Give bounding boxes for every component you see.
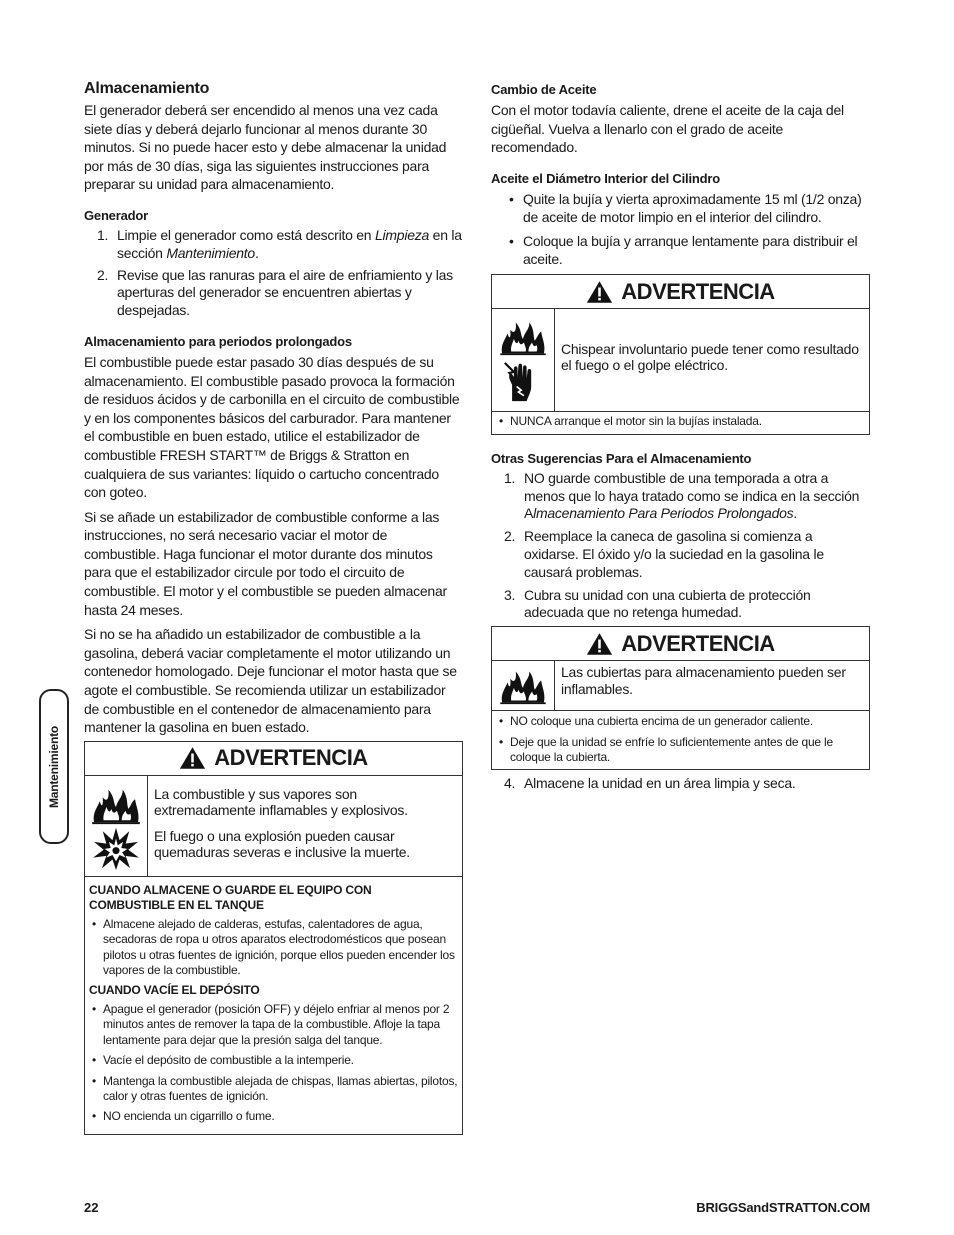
warning-instructions <box>492 412 869 433</box>
side-tab-label: Mantenimiento <box>47 725 62 808</box>
item-number: 1. <box>504 469 516 486</box>
item-text: Revise que las ranuras para el aire de enfriamiento y las aperturas del generador se encuentren abiertas y despejadas. <box>117 266 453 319</box>
electric-shock-icon <box>503 361 543 403</box>
instruction-item: • Vacíe el depósito de combustible a la intemperie. <box>89 1053 458 1068</box>
list-item <box>491 587 870 623</box>
warning-title: ADVERTENCIA <box>621 278 775 304</box>
body-paragraph: Si no se ha añadido un estabilizador de combustible a la gasolina, deberá vaciar completamente el motor utilizando un contenedor homologado. Deje funcionar el motor hasta que se agote el combustible. Se recomienda utilizar un estabilizador de combustible en el contenedor de almacenamiento para mantener la gasolina en buen estado. <box>84 626 457 736</box>
warning-triangle-icon <box>586 280 613 304</box>
list-item: • Coloque la bujía y arranque lentamente para distribuir el aceite. <box>491 232 870 269</box>
list-item <box>491 775 870 793</box>
item-number: 2. <box>97 266 109 283</box>
item-text: Reemplace la caneca de gasolina si comienza a oxidarse. El óxido y/o la suciedad en la gasolina le causará problemas. <box>524 528 824 580</box>
warning-body <box>85 776 462 877</box>
instruction-item: • NO coloque una cubierta encima de un generador caliente. <box>496 714 865 729</box>
list-item <box>84 227 463 263</box>
item-text: . <box>793 505 798 522</box>
body-paragraph: Si se añade un estabilizador de combustible conforme a las instrucciones, no será necesario vaciar el motor de combustible. Haga funcionar el motor durante dos minutos para que el estabilizador circule por todo el circuito de combustible. El motor y el combustible se pueden almacenar hasta 24 meses. <box>84 508 447 618</box>
warning-text-line: La combustible y sus vapores son extremadamente inflamables y explosivos. <box>154 785 408 819</box>
instruction-item: • Apague el generador (posición OFF) y déjelo enfriar al menos por 2 minutos antes de remover la tapa de la combustible. Afloje la tapa lentamente para dejar que la presión salga del tanque. <box>89 1002 458 1048</box>
instruction-item: • Almacene alejado de calderas, estufas, calentadores de agua, secadoras de ropa u otros aparatos electrodomésticos que posean pilotos u otras fuentes de ignición, porque ellos pueden encender los vapores de la combustible. <box>89 917 458 979</box>
warning-text-line: El fuego o una explosión pueden causar quemaduras severas e inclusive la muerte. <box>154 827 410 861</box>
page-number: 22 <box>84 1200 99 1215</box>
item-text: . <box>254 244 259 261</box>
fire-icon <box>498 317 548 357</box>
item-text-italic: Limpieza <box>374 226 430 243</box>
item-text: Almacene la unidad en un área limpia y seca. <box>524 775 796 792</box>
generador-heading: Generador <box>84 207 148 223</box>
instruction-item: • NUNCA arranque el motor sin la bujías instalada. <box>496 414 865 429</box>
cilindro-list <box>491 190 870 269</box>
warning-title: ADVERTENCIA <box>214 745 368 771</box>
cilindro-heading: Aceite el Diámetro Interior del Cilindro <box>491 170 720 186</box>
warning-instructions <box>492 711 869 769</box>
item-text: Cubra su unidad con una cubierta de protección adecuada que no retenga humedad. <box>524 586 811 621</box>
instruction-item: • Mantenga la combustible alejada de chispas, llamas abiertas, pilotos, calor y otras fuentes de ignición. <box>89 1074 458 1105</box>
warning-instructions <box>85 877 462 1134</box>
explosion-icon <box>92 826 140 870</box>
instruction-heading: CUANDO ALMACENE O GUARDE EL EQUIPO CON COMBUSTIBLE EN EL TANQUE <box>89 882 372 913</box>
warning-title: ADVERTENCIA <box>621 630 775 656</box>
warning-header <box>85 742 462 776</box>
warning-triangle-icon <box>586 632 613 656</box>
side-tab-mantenimiento <box>39 689 69 844</box>
instruction-list <box>89 917 458 979</box>
item-number: 2. <box>504 528 516 545</box>
cover-warning-box <box>491 626 870 770</box>
spark-warning-box <box>491 274 870 434</box>
warning-text <box>148 776 462 876</box>
otras-heading: Otras Sugerencias Para el Almacenamiento <box>491 450 752 466</box>
fuel-warning-box <box>84 741 463 1135</box>
warning-header <box>492 627 869 661</box>
item-number: 1. <box>97 226 109 243</box>
instruction-list <box>496 714 865 765</box>
final-list <box>491 775 870 793</box>
body-paragraph: El combustible puede estar pasado 30 días después de su almacenamiento. El combustible pasado provoca la formación de residuos ácidos y de carbonilla en el circuito de combustible y en los componentes básicos del carburador. Para mantener el combustible en buen estado, utilice el estabilizador de combustible FRESH START™ de Briggs & Stratton en cualquiera de sus variantes: líquido o cartucho concentrado con goteo. <box>84 353 460 501</box>
left-column <box>84 80 463 1135</box>
right-column <box>491 82 870 797</box>
item-text-italic: Mantenimiento <box>166 244 255 261</box>
item-number: 3. <box>504 586 516 603</box>
warning-triangle-icon <box>179 746 206 770</box>
aceite-paragraph: Con el motor todavía caliente, drene el aceite de la caja del cigüeñal. Vuelva a llenarlo con el grado de aceite recomendado. <box>491 102 844 156</box>
warning-icons <box>492 661 555 710</box>
list-item <box>491 528 870 581</box>
prolongados-heading: Almacenamiento para periodos prolongados <box>84 333 352 349</box>
warning-body <box>492 309 869 412</box>
list-item <box>491 470 870 523</box>
warning-text-line: Las cubiertas para almacenamiento pueden ser inflamables. <box>561 664 846 697</box>
fire-icon <box>498 666 548 706</box>
warning-text <box>555 661 869 710</box>
instruction-item: • NO encienda un cigarrillo o fume. <box>89 1109 458 1124</box>
warning-header <box>492 275 869 309</box>
footer-website: BRIGGSandSTRATTON.COM <box>696 1200 870 1215</box>
intro-paragraph: El generador deberá ser encendido al menos una vez cada siete días y deberá dejarlo funcionar al menos durante 30 minutos. Si no puede hacer esto y debe almacenar la unidad por más de 30 días, siga las siguientes instrucciones para preparar su unidad para almacenamiento. <box>84 102 447 193</box>
instruction-list <box>496 414 865 429</box>
warning-body <box>492 661 869 711</box>
generador-list <box>84 227 463 320</box>
instruction-item: • Deje que la unidad se enfríe lo suficientemente antes de que le coloque la cubierta. <box>496 735 865 766</box>
instruction-heading: CUANDO VACÍE EL DEPÓSITO <box>89 983 260 998</box>
list-item <box>84 267 463 320</box>
item-text-italic: lmacenamiento Para Periodos Prolongados <box>533 505 794 522</box>
list-item: • Quite la bujía y vierta aproximadamente 15 ml (1/2 onza) de aceite de motor limpio en el interior del cilindro. <box>491 190 870 227</box>
section-title: Almacenamiento <box>84 80 210 97</box>
warning-icons <box>492 309 555 411</box>
item-text: Limpie el generador como está descrito en <box>117 226 375 243</box>
item-text: en la sección <box>117 226 462 261</box>
item-number: 4. <box>504 775 516 792</box>
item-text: NO guarde combustible de una temporada a otra a menos que lo haya tratado como se indica en la sección A <box>524 469 860 522</box>
aceite-heading: Cambio de Aceite <box>491 82 597 97</box>
warning-icons <box>85 776 148 876</box>
warning-text <box>555 309 869 411</box>
fire-icon <box>90 784 142 826</box>
otras-list <box>491 470 870 622</box>
instruction-list <box>89 1002 458 1125</box>
warning-text-line: Chispear involuntario puede tener como resultado el fuego o el golpe eléctrico. <box>561 340 859 374</box>
